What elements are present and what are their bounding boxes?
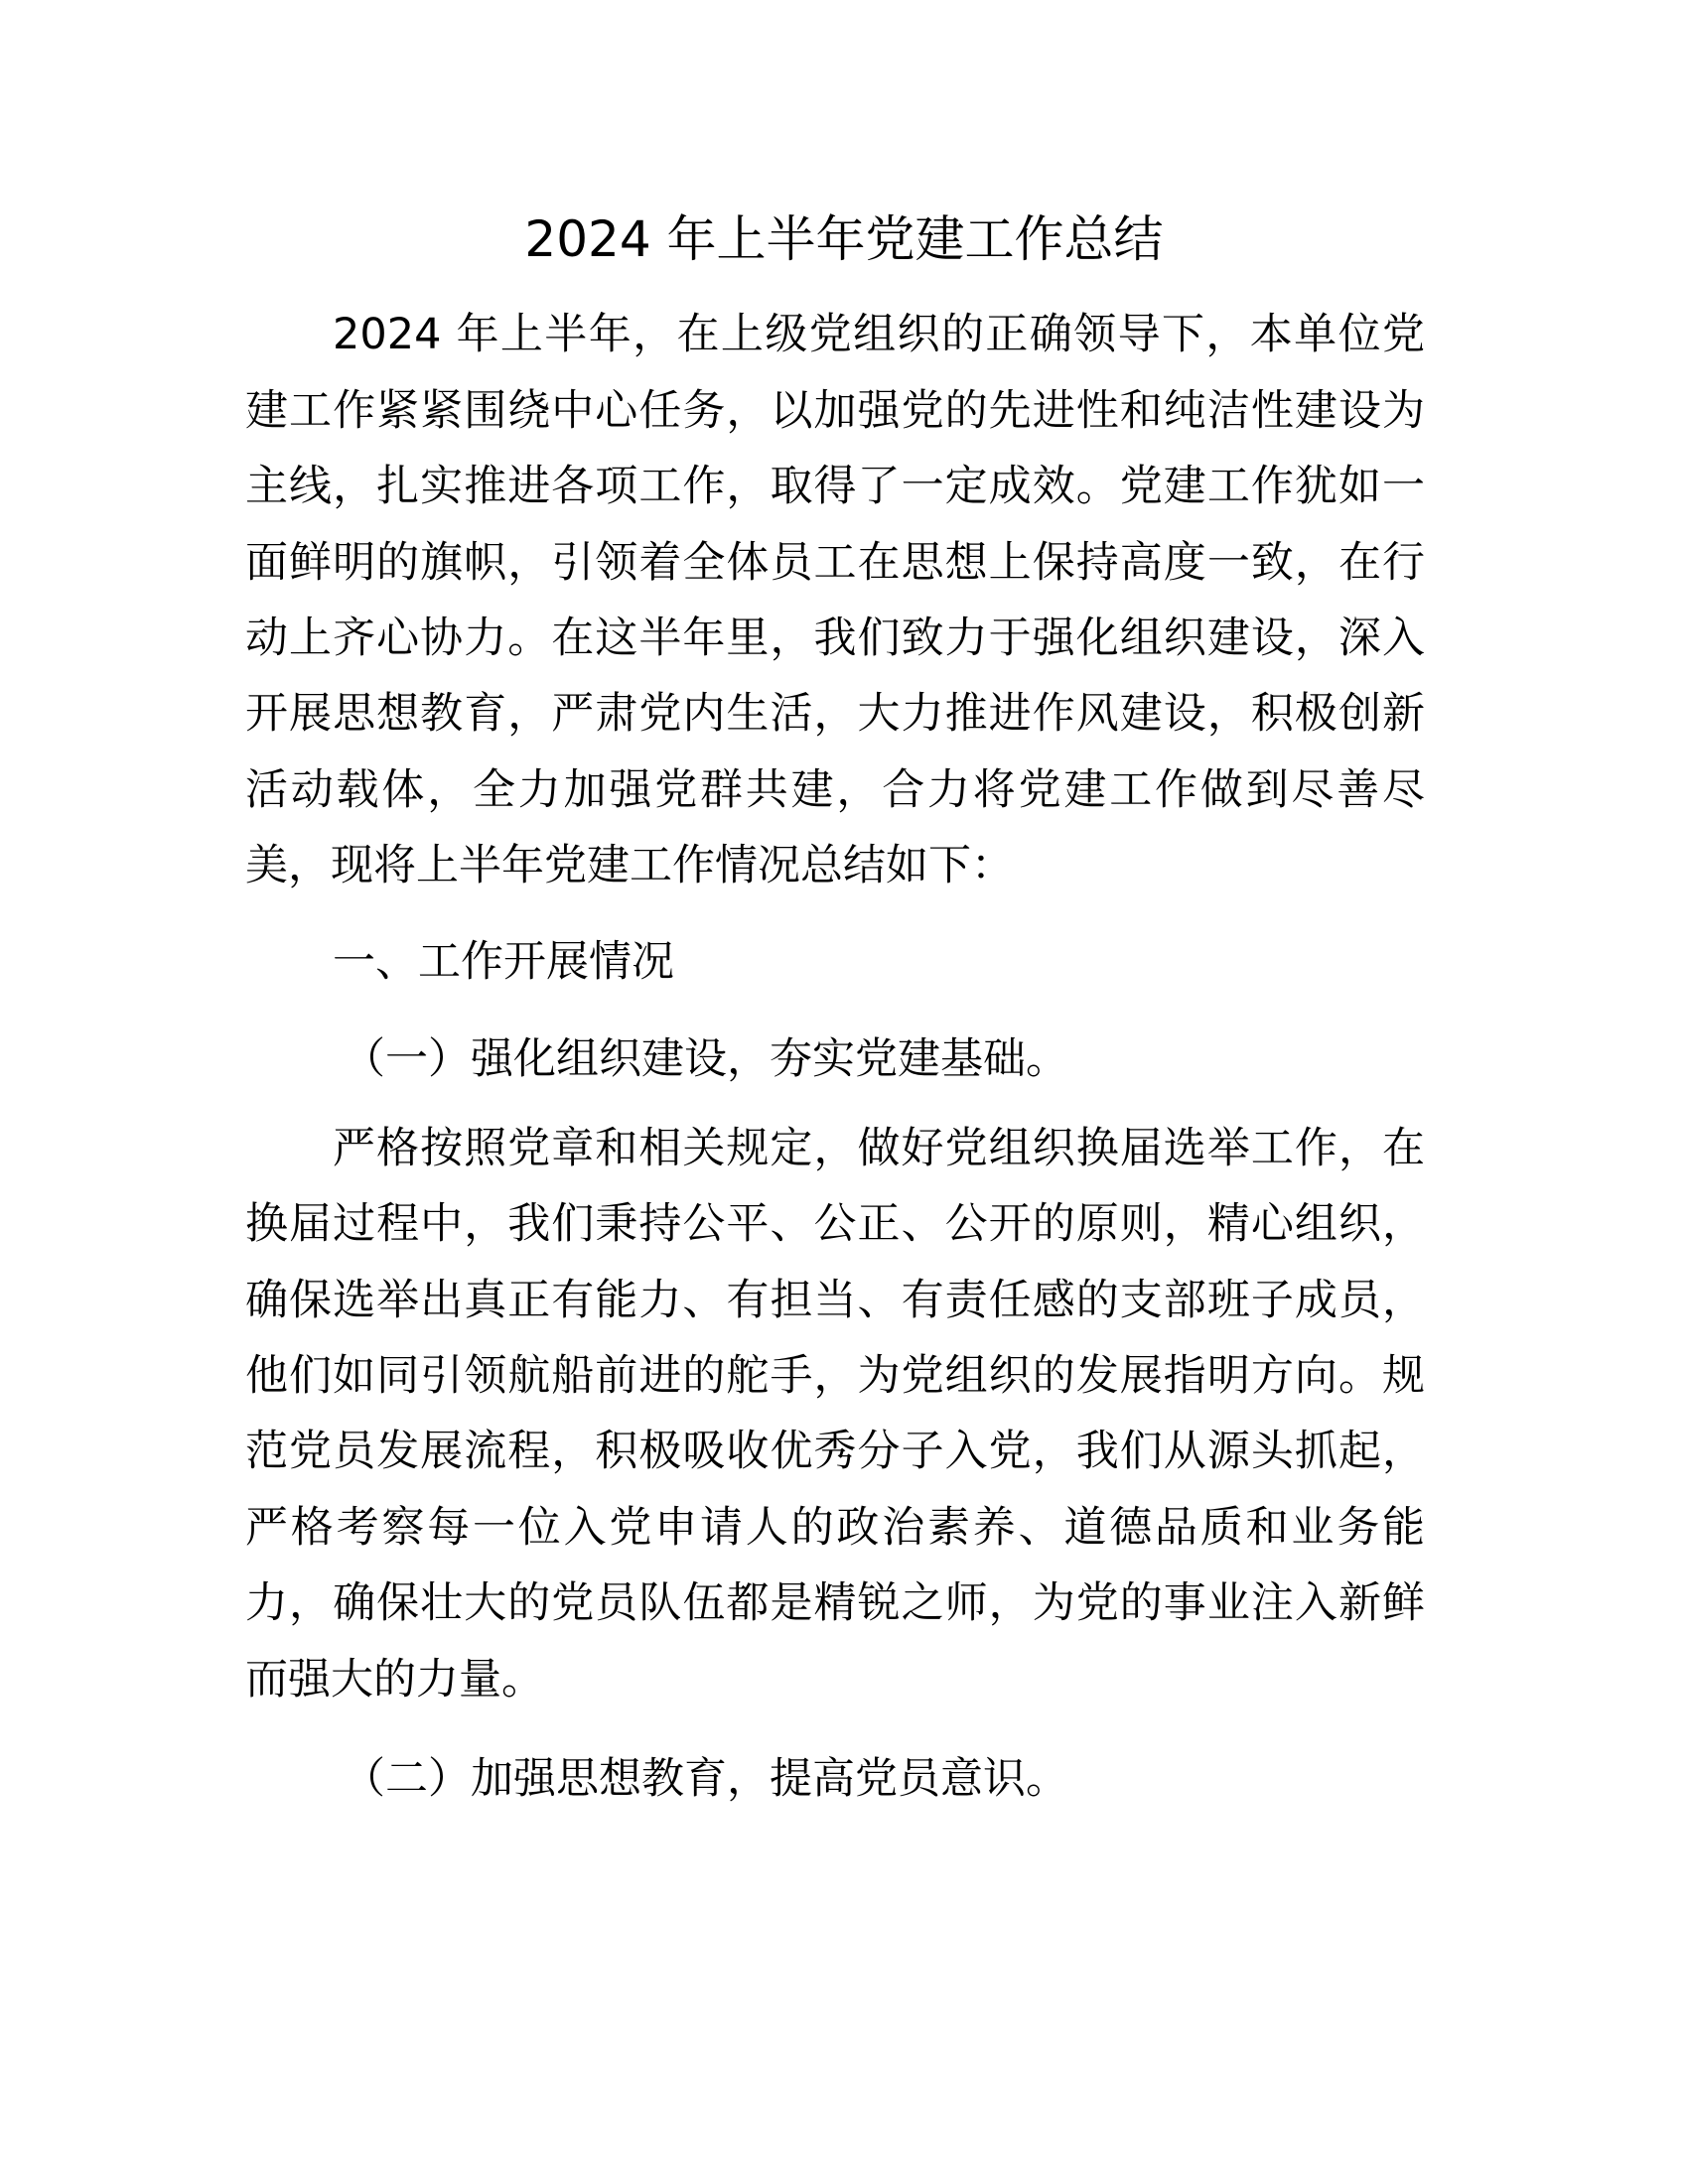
- paragraph-line: 范党员发展流程，积极吸收优秀分子入党，我们从源头抓起，: [245, 1427, 1425, 1476]
- paragraph-line: 主线，扎实推进各项工作，取得了一定成效。党建工作犹如一: [245, 462, 1425, 511]
- subsection-heading-1: （一）强化组织建设，夯实党建基础。: [343, 1034, 1068, 1084]
- paragraph-line: 2024 年上半年，在上级党组织的正确领导下，本单位党: [333, 310, 1425, 359]
- paragraph-line: 动上齐心协力。在这半年里，我们致力于强化组织建设，深入: [245, 614, 1425, 663]
- paragraph-line: 确保选举出真正有能力、有担当、有责任感的支部班子成员，: [245, 1276, 1425, 1325]
- paragraph-line: 他们如同引领航船前进的舵手，为党组织的发展指明方向。规: [245, 1351, 1425, 1401]
- section-heading-1: 一、工作开展情况: [333, 937, 674, 987]
- subsection-heading-2: （二）加强思想教育，提高党员意识。: [343, 1754, 1068, 1804]
- paragraph-line: 面鲜明的旗帜，引领着全体员工在思想上保持高度一致，在行: [245, 538, 1425, 588]
- paragraph-line: 严格考察每一位入党申请人的政治素养、道德品质和业务能: [245, 1503, 1425, 1553]
- paragraph-line: 力，确保壮大的党员队伍都是精锐之师，为党的事业注入新鲜: [245, 1578, 1425, 1628]
- paragraph-line: 开展思想教育，严肃党内生活，大力推进作风建设，积极创新: [245, 689, 1425, 739]
- paragraph-line: 美，现将上半年党建工作情况总结如下：: [245, 841, 1014, 890]
- paragraph-line: 建工作紧紧围绕中心任务，以加强党的先进性和纯洁性建设为: [245, 386, 1425, 436]
- document-title: 2024 年上半年党建工作总结: [524, 210, 1164, 268]
- paragraph-line: 严格按照党章和相关规定，做好党组织换届选举工作，在: [333, 1124, 1425, 1173]
- paragraph-line: 活动载体，全力加强党群共建，合力将党建工作做到尽善尽: [245, 765, 1425, 815]
- paragraph-line: 换届过程中，我们秉持公平、公正、公开的原则，精心组织，: [245, 1199, 1425, 1249]
- paragraph-line: 而强大的力量。: [245, 1655, 544, 1705]
